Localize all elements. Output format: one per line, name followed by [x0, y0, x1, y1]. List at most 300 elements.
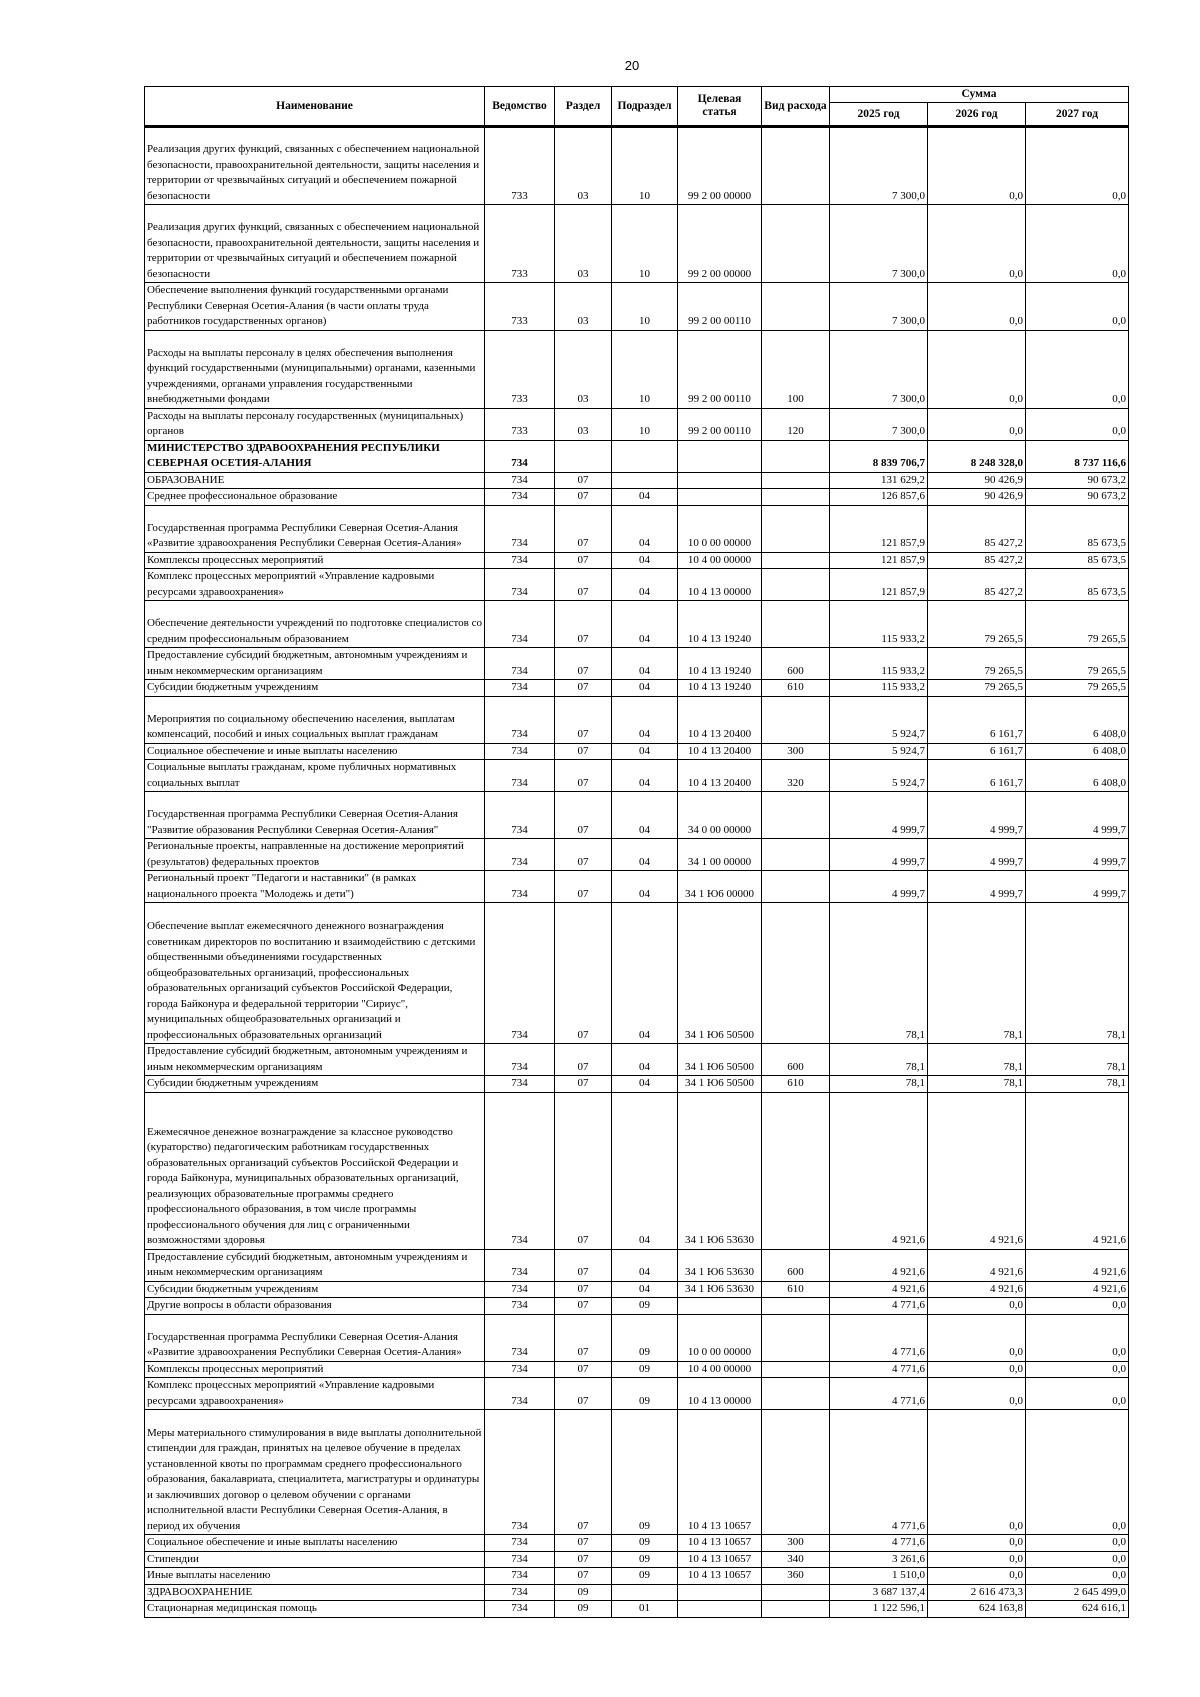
row-dept: 734: [485, 601, 555, 648]
row-target: 10 4 13 10657: [678, 1410, 762, 1535]
row-sum-2027: 78,1: [1026, 1044, 1129, 1076]
row-name: Субсидии бюджетным учреждениям: [145, 1281, 485, 1298]
row-subsection: 04: [612, 760, 678, 792]
row-subsection: 04: [612, 743, 678, 760]
row-sum-2026: 624 163,8: [928, 1601, 1026, 1618]
row-dept: 734: [485, 1410, 555, 1535]
row-section: 07: [555, 1361, 612, 1378]
row-sum-2027: 0,0: [1026, 127, 1129, 205]
row-dept: 734: [485, 680, 555, 697]
table-row: [145, 472, 1129, 489]
row-sum-2025: 5 924,7: [830, 743, 928, 760]
row-subsection: 04: [612, 871, 678, 903]
row-sum-2025: 7 300,0: [830, 205, 928, 283]
table-row: [145, 1076, 1129, 1093]
table-row: [145, 440, 1129, 472]
table-row: [145, 330, 1129, 408]
table-row: [145, 1314, 1129, 1361]
row-sum-2025: 3 687 137,4: [830, 1584, 928, 1601]
row-subsection: 01: [612, 1601, 678, 1618]
row-target: 10 4 13 00000: [678, 569, 762, 601]
row-sum-2026: 6 161,7: [928, 760, 1026, 792]
table-row: [145, 743, 1129, 760]
row-kind: 600: [762, 1044, 830, 1076]
row-sum-2026: 0,0: [928, 408, 1026, 440]
row-section: 07: [555, 1298, 612, 1315]
row-name: МИНИСТЕРСТВО ЗДРАВООХРАНЕНИЯ РЕСПУБЛИКИ СЕВЕРНАЯ ОСЕТИЯ-АЛАНИЯ: [145, 440, 485, 472]
row-section: 07: [555, 552, 612, 569]
row-dept: 734: [485, 1361, 555, 1378]
row-sum-2027: 6 408,0: [1026, 743, 1129, 760]
table-row: [145, 1361, 1129, 1378]
row-dept: 734: [485, 1568, 555, 1585]
row-kind: [762, 1361, 830, 1378]
row-dept: 734: [485, 839, 555, 871]
row-sum-2027: 79 265,5: [1026, 601, 1129, 648]
row-name: Мероприятия по социальному обеспечению населения, выплатам компенсаций, пособий и иных социальных выплат гражданам: [145, 696, 485, 743]
row-sum-2026: 4 999,7: [928, 839, 1026, 871]
row-sum-2025: 7 300,0: [830, 283, 928, 331]
row-dept: 734: [485, 1584, 555, 1601]
row-sum-2026: 0,0: [928, 283, 1026, 331]
row-kind: [762, 1314, 830, 1361]
row-dept: 734: [485, 1378, 555, 1410]
row-target: 10 4 13 19240: [678, 601, 762, 648]
row-sum-2026: 0,0: [928, 127, 1026, 205]
row-section: 07: [555, 1410, 612, 1535]
row-sum-2025: 4 771,6: [830, 1378, 928, 1410]
row-sum-2025: 4 771,6: [830, 1314, 928, 1361]
row-sum-2025: 8 839 706,7: [830, 440, 928, 472]
row-target: 34 1 Ю6 50500: [678, 903, 762, 1044]
row-sum-2026: 79 265,5: [928, 648, 1026, 680]
row-kind: [762, 903, 830, 1044]
row-sum-2026: 0,0: [928, 330, 1026, 408]
row-dept: 734: [485, 569, 555, 601]
row-name: Государственная программа Республики Северная Осетия-Алания «Развитие здравоохранения Республики Северная Осетия-Алания»: [145, 505, 485, 552]
row-kind: [762, 1601, 830, 1618]
row-dept: 734: [485, 1281, 555, 1298]
row-sum-2026: 90 426,9: [928, 472, 1026, 489]
header-sum: Сумма: [830, 87, 1129, 103]
row-dept: 734: [485, 1092, 555, 1249]
row-section: 03: [555, 408, 612, 440]
row-name: Предоставление субсидий бюджетным, автономным учреждениям и иным некоммерческим организациям: [145, 1249, 485, 1281]
row-name: Среднее профессиональное образование: [145, 489, 485, 506]
row-sum-2027: 4 921,6: [1026, 1249, 1129, 1281]
row-subsection: [612, 440, 678, 472]
row-section: 09: [555, 1601, 612, 1618]
row-subsection: 09: [612, 1378, 678, 1410]
row-section: 07: [555, 839, 612, 871]
row-name: Иные выплаты населению: [145, 1568, 485, 1585]
row-kind: 300: [762, 743, 830, 760]
table-row: [145, 1281, 1129, 1298]
row-sum-2025: 3 261,6: [830, 1551, 928, 1568]
row-subsection: [612, 472, 678, 489]
row-target: [678, 1298, 762, 1315]
row-sum-2027: 8 737 116,6: [1026, 440, 1129, 472]
table-row: [145, 283, 1129, 331]
table-row: [145, 601, 1129, 648]
row-dept: 734: [485, 760, 555, 792]
row-section: 07: [555, 792, 612, 839]
row-kind: [762, 601, 830, 648]
row-dept: 734: [485, 1249, 555, 1281]
row-name: Комплекс процессных мероприятий «Управление кадровыми ресурсами здравоохранения»: [145, 1378, 485, 1410]
row-sum-2025: 78,1: [830, 1044, 928, 1076]
table-body: [145, 127, 1129, 1618]
row-kind: [762, 1410, 830, 1535]
row-name: Предоставление субсидий бюджетным, автономным учреждениям и иным некоммерческим организациям: [145, 648, 485, 680]
row-target: [678, 440, 762, 472]
row-kind: 610: [762, 1076, 830, 1093]
row-sum-2027: 0,0: [1026, 205, 1129, 283]
row-sum-2027: 79 265,5: [1026, 648, 1129, 680]
table-row: [145, 569, 1129, 601]
row-sum-2025: 115 933,2: [830, 601, 928, 648]
row-dept: 733: [485, 127, 555, 205]
row-target: 99 2 00 00000: [678, 127, 762, 205]
row-sum-2025: 4 921,6: [830, 1249, 928, 1281]
row-sum-2025: 4 999,7: [830, 792, 928, 839]
row-section: 07: [555, 601, 612, 648]
table-row: [145, 1249, 1129, 1281]
row-section: [555, 440, 612, 472]
table-row: [145, 505, 1129, 552]
row-name: ЗДРАВООХРАНЕНИЕ: [145, 1584, 485, 1601]
row-sum-2026: 4 999,7: [928, 792, 1026, 839]
row-sum-2025: 4 771,6: [830, 1361, 928, 1378]
row-sum-2026: 85 427,2: [928, 569, 1026, 601]
row-target: 10 4 13 19240: [678, 648, 762, 680]
row-kind: 100: [762, 330, 830, 408]
row-target: 34 1 Ю6 50500: [678, 1076, 762, 1093]
row-sum-2025: 78,1: [830, 1076, 928, 1093]
row-dept: 733: [485, 408, 555, 440]
row-subsection: 09: [612, 1314, 678, 1361]
row-sum-2027: 79 265,5: [1026, 680, 1129, 697]
row-kind: [762, 792, 830, 839]
row-subsection: 04: [612, 792, 678, 839]
table-row: [145, 1044, 1129, 1076]
row-name: Обеспечение деятельности учреждений по подготовке специалистов со средним профессиональным образованием: [145, 601, 485, 648]
row-sum-2026: 4 921,6: [928, 1092, 1026, 1249]
row-sum-2026: 2 616 473,3: [928, 1584, 1026, 1601]
row-subsection: 04: [612, 680, 678, 697]
row-sum-2027: 90 673,2: [1026, 489, 1129, 506]
row-kind: 120: [762, 408, 830, 440]
row-target: 34 1 00 00000: [678, 839, 762, 871]
row-kind: 360: [762, 1568, 830, 1585]
row-sum-2026: 4 921,6: [928, 1281, 1026, 1298]
row-sum-2025: 1 122 596,1: [830, 1601, 928, 1618]
row-sum-2027: 0,0: [1026, 1410, 1129, 1535]
row-kind: [762, 569, 830, 601]
row-sum-2026: 0,0: [928, 1314, 1026, 1361]
row-dept: 734: [485, 648, 555, 680]
row-section: 07: [555, 760, 612, 792]
table-row: [145, 1551, 1129, 1568]
row-dept: 734: [485, 1551, 555, 1568]
row-target: 34 1 Ю6 53630: [678, 1249, 762, 1281]
row-name: Социальное обеспечение и иные выплаты населению: [145, 1535, 485, 1552]
row-section: 03: [555, 205, 612, 283]
row-dept: 734: [485, 552, 555, 569]
row-section: 09: [555, 1584, 612, 1601]
row-sum-2025: 4 771,6: [830, 1298, 928, 1315]
row-section: 07: [555, 1551, 612, 1568]
row-sum-2027: 4 921,6: [1026, 1281, 1129, 1298]
row-kind: 600: [762, 1249, 830, 1281]
table-row: [145, 839, 1129, 871]
row-target: 34 1 Ю6 00000: [678, 871, 762, 903]
row-name: ОБРАЗОВАНИЕ: [145, 472, 485, 489]
row-section: 07: [555, 1314, 612, 1361]
row-sum-2025: 5 924,7: [830, 696, 928, 743]
row-dept: 733: [485, 205, 555, 283]
row-sum-2026: 6 161,7: [928, 696, 1026, 743]
row-target: 34 1 Ю6 53630: [678, 1092, 762, 1249]
row-section: 07: [555, 1076, 612, 1093]
row-subsection: 04: [612, 1249, 678, 1281]
row-name: Социальное обеспечение и иные выплаты населению: [145, 743, 485, 760]
row-sum-2026: 4 999,7: [928, 871, 1026, 903]
row-kind: [762, 505, 830, 552]
row-name: Расходы на выплаты персоналу государственных (муниципальных) органов: [145, 408, 485, 440]
row-sum-2027: 0,0: [1026, 1568, 1129, 1585]
row-kind: [762, 205, 830, 283]
row-sum-2026: 79 265,5: [928, 680, 1026, 697]
header-dept: Ведомство: [485, 87, 555, 127]
row-target: 99 2 00 00000: [678, 205, 762, 283]
row-sum-2026: 85 427,2: [928, 505, 1026, 552]
row-sum-2027: 90 673,2: [1026, 472, 1129, 489]
row-sum-2027: 0,0: [1026, 1378, 1129, 1410]
row-section: 07: [555, 505, 612, 552]
row-target: 10 4 00 00000: [678, 1361, 762, 1378]
row-sum-2025: 4 771,6: [830, 1535, 928, 1552]
row-sum-2027: 4 999,7: [1026, 792, 1129, 839]
table-row: [145, 1410, 1129, 1535]
row-kind: 320: [762, 760, 830, 792]
table-row: [145, 1092, 1129, 1249]
row-kind: [762, 1092, 830, 1249]
row-sum-2027: 85 673,5: [1026, 505, 1129, 552]
row-section: 07: [555, 680, 612, 697]
table-row: [145, 1601, 1129, 1618]
row-sum-2025: 4 999,7: [830, 839, 928, 871]
row-name: Реализация других функций, связанных с обеспечением национальной безопасности, правоохранительной деятельности, защиты населения и территории от чрезвычайных ситуаций и обеспечением пожарной безопасности: [145, 127, 485, 205]
row-dept: 734: [485, 792, 555, 839]
header-year-2025: 2025 год: [830, 103, 928, 127]
row-sum-2027: 6 408,0: [1026, 760, 1129, 792]
table-row: [145, 552, 1129, 569]
row-sum-2027: 4 999,7: [1026, 871, 1129, 903]
row-sum-2025: 78,1: [830, 903, 928, 1044]
row-subsection: 04: [612, 552, 678, 569]
row-target: 10 4 13 19240: [678, 680, 762, 697]
table-row: [145, 1568, 1129, 1585]
row-kind: [762, 871, 830, 903]
header-target: Целевая статья: [678, 87, 762, 127]
row-target: 10 4 13 20400: [678, 696, 762, 743]
row-kind: [762, 839, 830, 871]
row-name: Меры материального стимулирования в виде выплаты дополнительной стипендии для граждан, принятых на целевое обучение в пределах установленной квоты по программам среднего профессионального образования, бакалавриата, специалитета, магистратуры и ординатуры и заключивших договор о целевом обучении с органами исполнительной власти Республики Северная Осетия-Алания, в период их обучения: [145, 1410, 485, 1535]
budget-table: [144, 86, 1129, 1618]
row-section: 07: [555, 1535, 612, 1552]
row-target: 10 4 13 10657: [678, 1535, 762, 1552]
row-sum-2025: 126 857,6: [830, 489, 928, 506]
row-target: 99 2 00 00110: [678, 283, 762, 331]
row-section: 03: [555, 283, 612, 331]
row-sum-2025: 4 771,6: [830, 1410, 928, 1535]
row-sum-2026: 78,1: [928, 1044, 1026, 1076]
row-name: Расходы на выплаты персоналу в целях обеспечения выполнения функций государственными (муниципальными) органами, казенными учреждениями, органами управления государственными внебюджетными фондами: [145, 330, 485, 408]
row-section: 03: [555, 330, 612, 408]
row-sum-2027: 0,0: [1026, 1314, 1129, 1361]
row-sum-2026: 0,0: [928, 205, 1026, 283]
row-kind: 340: [762, 1551, 830, 1568]
row-target: 34 1 Ю6 50500: [678, 1044, 762, 1076]
row-sum-2026: 79 265,5: [928, 601, 1026, 648]
row-section: 07: [555, 871, 612, 903]
row-sum-2025: 1 510,0: [830, 1568, 928, 1585]
row-dept: 734: [485, 1298, 555, 1315]
row-sum-2025: 7 300,0: [830, 408, 928, 440]
row-dept: 734: [485, 505, 555, 552]
row-kind: [762, 1298, 830, 1315]
row-dept: 733: [485, 283, 555, 331]
row-sum-2026: 6 161,7: [928, 743, 1026, 760]
row-name: Комплексы процессных мероприятий: [145, 552, 485, 569]
row-subsection: 04: [612, 1044, 678, 1076]
row-subsection: 04: [612, 505, 678, 552]
row-sum-2027: 4 999,7: [1026, 839, 1129, 871]
row-sum-2026: 0,0: [928, 1361, 1026, 1378]
row-name: Стипендии: [145, 1551, 485, 1568]
row-sum-2027: 85 673,5: [1026, 552, 1129, 569]
header-year-2026: 2026 год: [928, 103, 1026, 127]
row-sum-2025: 7 300,0: [830, 127, 928, 205]
row-sum-2027: 0,0: [1026, 283, 1129, 331]
row-subsection: 04: [612, 1281, 678, 1298]
row-sum-2025: 121 857,9: [830, 505, 928, 552]
row-name: Предоставление субсидий бюджетным, автономным учреждениям и иным некоммерческим организациям: [145, 1044, 485, 1076]
row-sum-2026: 4 921,6: [928, 1249, 1026, 1281]
row-section: 07: [555, 903, 612, 1044]
row-target: 99 2 00 00110: [678, 330, 762, 408]
row-target: 10 4 13 00000: [678, 1378, 762, 1410]
row-target: [678, 1601, 762, 1618]
row-sum-2025: 5 924,7: [830, 760, 928, 792]
row-dept: 734: [485, 1076, 555, 1093]
table-row: [145, 903, 1129, 1044]
row-kind: 610: [762, 680, 830, 697]
row-target: 10 0 00 00000: [678, 505, 762, 552]
row-subsection: 09: [612, 1361, 678, 1378]
row-sum-2025: 121 857,9: [830, 569, 928, 601]
table-row: [145, 871, 1129, 903]
row-section: 03: [555, 127, 612, 205]
row-section: 07: [555, 743, 612, 760]
row-sum-2027: 6 408,0: [1026, 696, 1129, 743]
table-row: [145, 1378, 1129, 1410]
row-section: 07: [555, 648, 612, 680]
table-row: [145, 489, 1129, 506]
row-sum-2026: 78,1: [928, 1076, 1026, 1093]
row-sum-2026: 0,0: [928, 1535, 1026, 1552]
header-section: Раздел: [555, 87, 612, 127]
row-kind: [762, 472, 830, 489]
header-subsection: Подраздел: [612, 87, 678, 127]
row-dept: 734: [485, 743, 555, 760]
row-name: Субсидии бюджетным учреждениям: [145, 1076, 485, 1093]
row-sum-2026: 90 426,9: [928, 489, 1026, 506]
table-header: [145, 87, 1129, 127]
row-target: 10 0 00 00000: [678, 1314, 762, 1361]
row-subsection: 09: [612, 1298, 678, 1315]
table-row: [145, 648, 1129, 680]
row-sum-2027: 4 921,6: [1026, 1092, 1129, 1249]
row-subsection: 10: [612, 283, 678, 331]
row-name: Социальные выплаты гражданам, кроме публичных нормативных социальных выплат: [145, 760, 485, 792]
row-subsection: 10: [612, 330, 678, 408]
row-dept: 734: [485, 696, 555, 743]
table-row: [145, 680, 1129, 697]
header-year-2027: 2027 год: [1026, 103, 1129, 127]
row-dept: 734: [485, 1601, 555, 1618]
row-subsection: 04: [612, 648, 678, 680]
row-sum-2027: 85 673,5: [1026, 569, 1129, 601]
header-kind: Вид расхода: [762, 87, 830, 127]
row-kind: [762, 552, 830, 569]
row-section: 07: [555, 1044, 612, 1076]
row-sum-2025: 4 921,6: [830, 1281, 928, 1298]
row-kind: [762, 696, 830, 743]
row-dept: 733: [485, 330, 555, 408]
row-sum-2026: 0,0: [928, 1378, 1026, 1410]
row-subsection: 04: [612, 569, 678, 601]
row-section: 07: [555, 489, 612, 506]
row-subsection: 09: [612, 1551, 678, 1568]
row-sum-2027: 78,1: [1026, 1076, 1129, 1093]
row-sum-2025: 115 933,2: [830, 680, 928, 697]
row-sum-2025: 4 999,7: [830, 871, 928, 903]
row-subsection: 04: [612, 1092, 678, 1249]
row-sum-2026: 78,1: [928, 903, 1026, 1044]
row-section: 07: [555, 696, 612, 743]
row-kind: [762, 283, 830, 331]
row-subsection: 04: [612, 839, 678, 871]
row-sum-2027: 0,0: [1026, 1298, 1129, 1315]
row-subsection: 04: [612, 903, 678, 1044]
row-target: 10 4 13 20400: [678, 743, 762, 760]
row-name: Комплексы процессных мероприятий: [145, 1361, 485, 1378]
row-name: Обеспечение выполнения функций государственными органами Республики Северная Осетия-Алания (в части оплаты труда работников государственных органов): [145, 283, 485, 331]
row-dept: 734: [485, 472, 555, 489]
header-name: Наименование: [145, 87, 485, 127]
row-kind: [762, 1378, 830, 1410]
row-sum-2026: 0,0: [928, 1410, 1026, 1535]
row-kind: [762, 127, 830, 205]
row-dept: 734: [485, 1044, 555, 1076]
row-subsection: 10: [612, 127, 678, 205]
row-dept: 734: [485, 1314, 555, 1361]
row-sum-2026: 0,0: [928, 1568, 1026, 1585]
row-sum-2027: 0,0: [1026, 1551, 1129, 1568]
row-subsection: 04: [612, 1076, 678, 1093]
